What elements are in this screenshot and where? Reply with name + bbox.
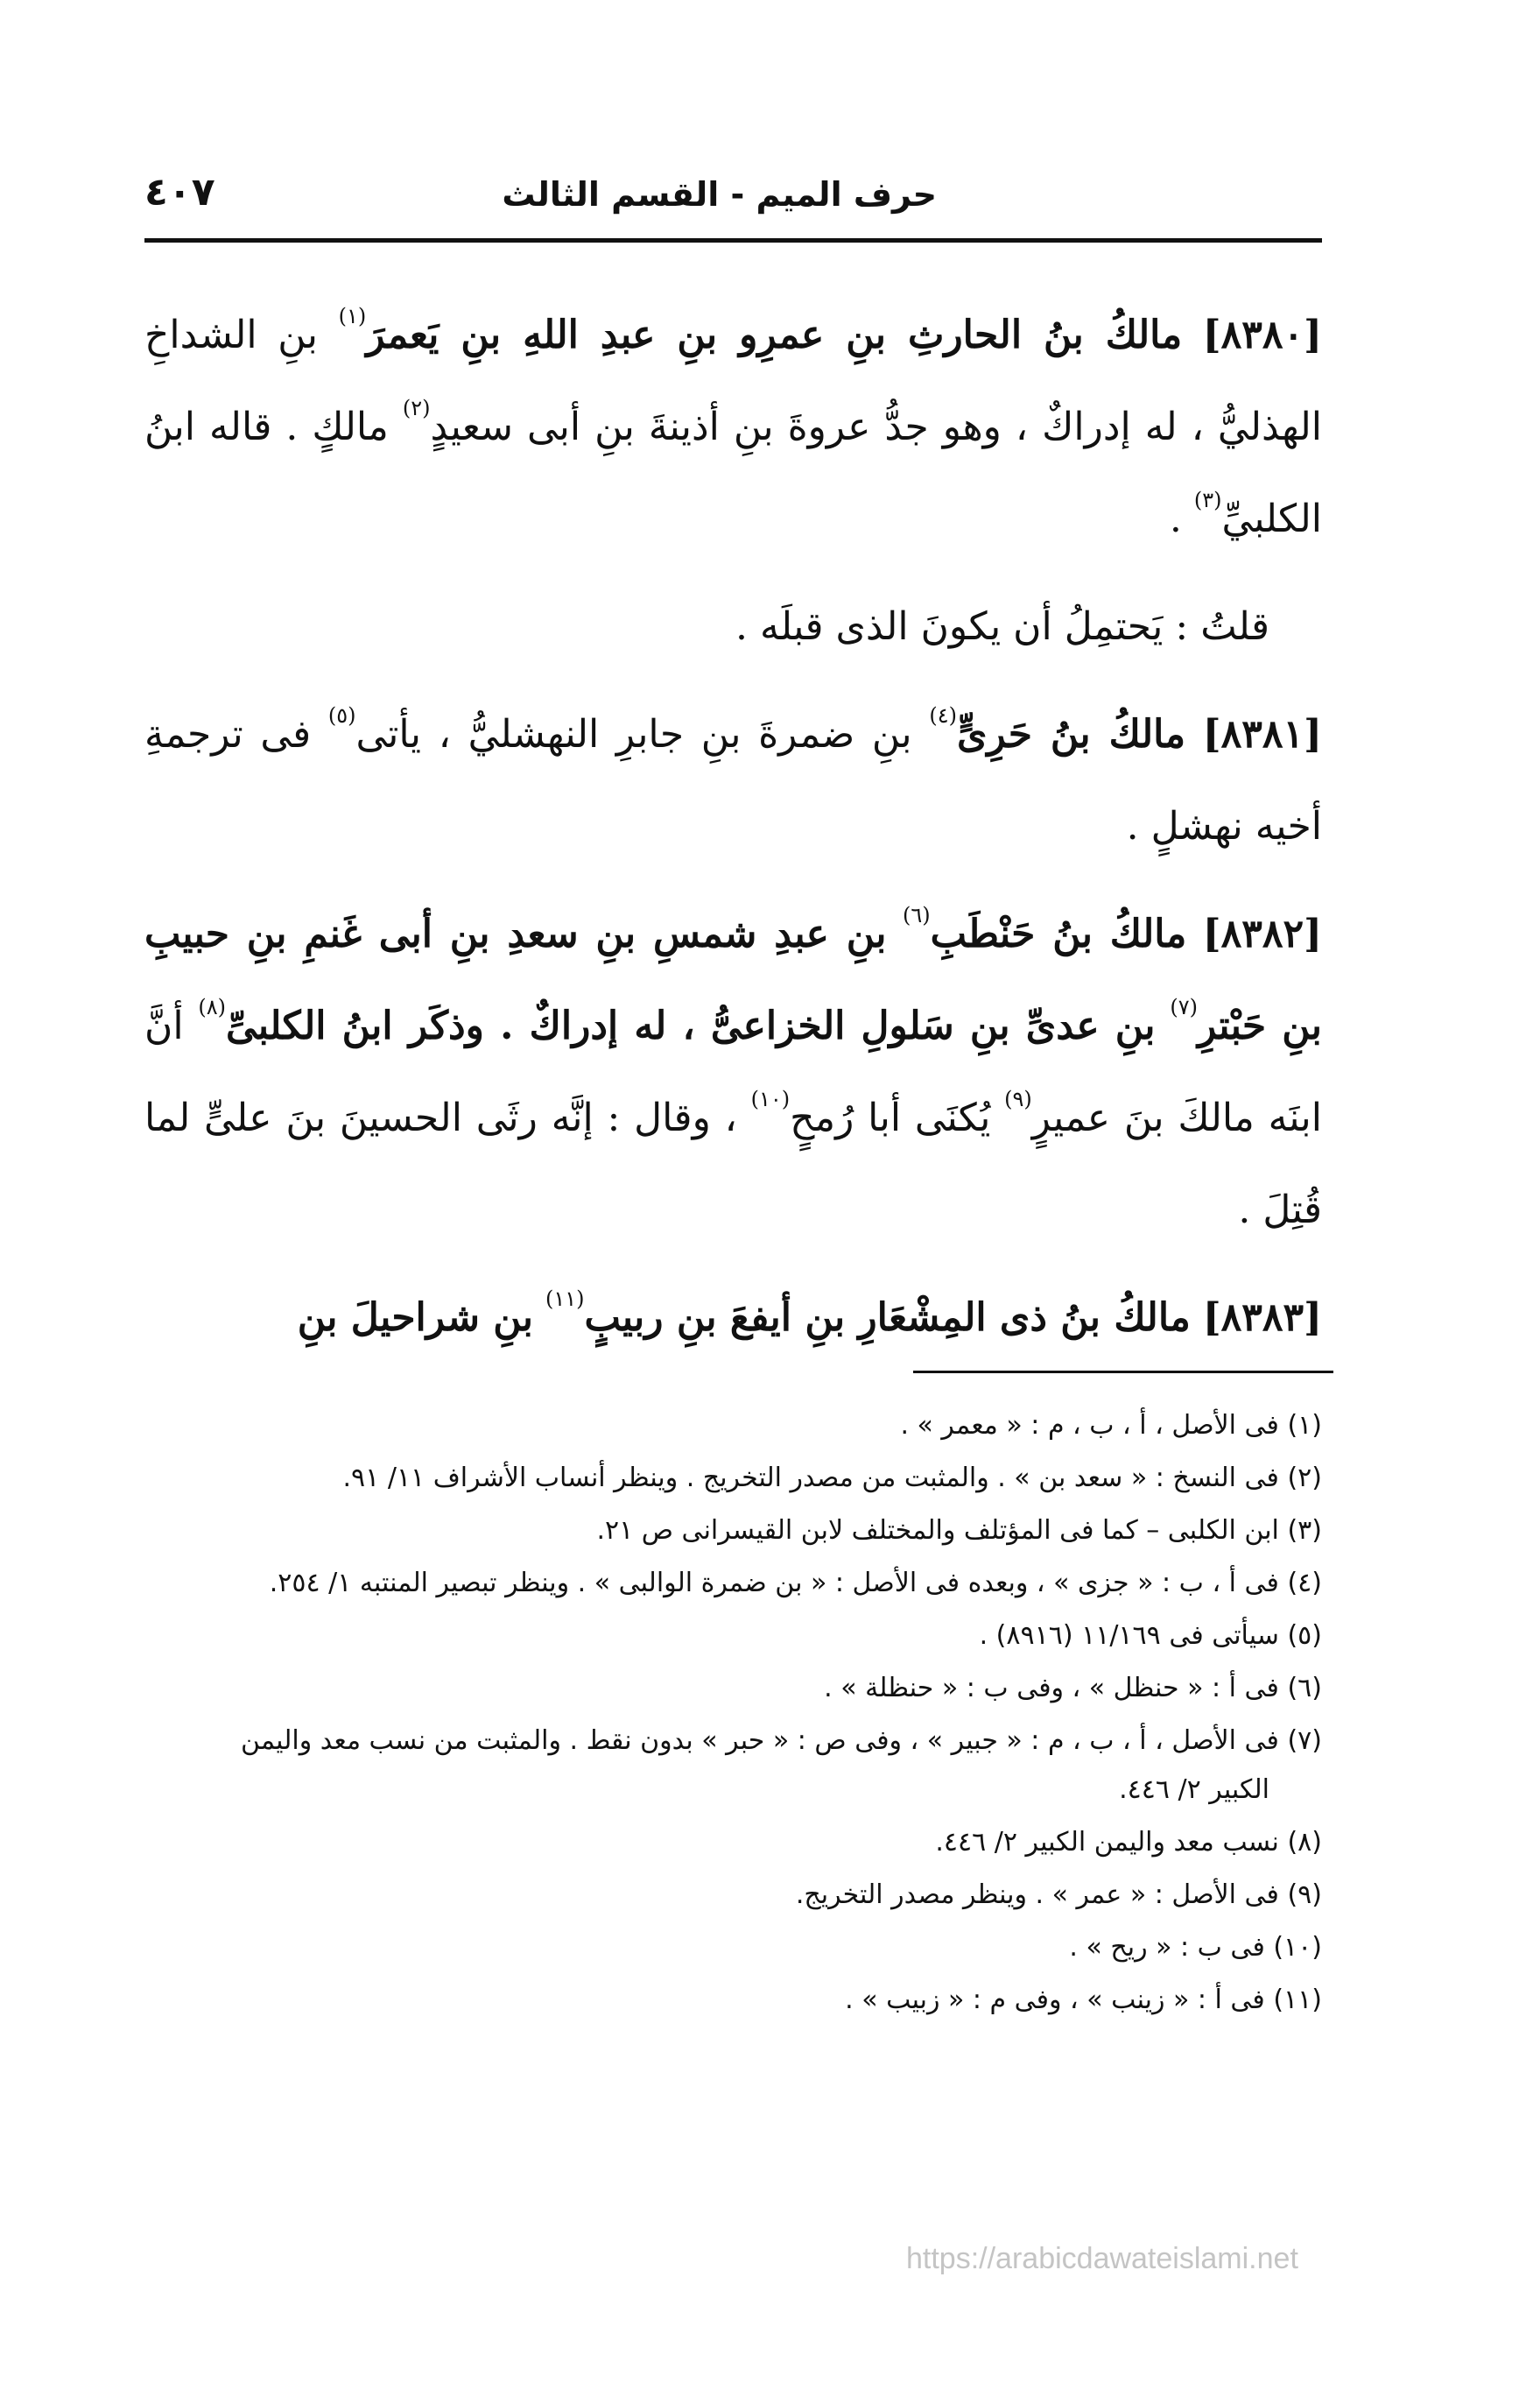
- header-divider: [144, 238, 1322, 243]
- entry-heading: مالكُ بنُ حَرِىٍّ: [956, 712, 1186, 757]
- footnote-divider: [913, 1371, 1333, 1373]
- entry-text: بنِ الشداخِ الهذليُّ ، له إدراكٌ ، وهو جدُّ عروةَ بنِ أذينةَ بنِ أبى سعيدٍ: [144, 313, 1322, 449]
- footnote-ref[interactable]: (٣): [1193, 488, 1222, 512]
- footnote-ref[interactable]: (٤): [929, 703, 957, 728]
- entry-number: [٨٣٨٢]: [1202, 912, 1322, 956]
- footnote-ref[interactable]: (٥): [327, 703, 356, 728]
- entry-text: بنِ عدىِّ بنِ سَلولِ الخزاعىُّ ، له إدراكٌ . وذكَر ابنُ الكلبىِّ: [226, 1004, 1156, 1048]
- footnote-text: فى أ : « زينب » ، وفى م : « زبيب » .: [845, 1985, 1265, 2015]
- running-title: حرف الميم - القسم الثالث: [502, 175, 937, 214]
- footnote: [144, 1923, 1322, 1972]
- footnote-ref[interactable]: (١): [338, 304, 367, 328]
- entry-8383: [144, 1272, 1322, 1364]
- entry-text: مالكٍ . قاله ابنُ الكلبيِّ: [144, 405, 1322, 541]
- entry-text: بنِ شراحيلَ بنِ: [297, 1295, 533, 1340]
- footnote-number: (٦): [1287, 1673, 1322, 1703]
- entry-number: [٨٣٨٣]: [1202, 1295, 1322, 1340]
- entry-number: [٨٣٨١]: [1202, 712, 1322, 757]
- footnote-number: (٥): [1287, 1620, 1322, 1651]
- footnote-text: فى ب : « ريح » .: [1069, 1932, 1265, 1963]
- footnote-text: فى الأصل : « عمر » . وينظر مصدر التخريج.: [795, 1879, 1279, 1910]
- footnote: [144, 1717, 1322, 1815]
- footnote-text: فى أ : « حنظل » ، وفى ب : « حنظلة » .: [824, 1673, 1279, 1703]
- footnote-ref[interactable]: (٩): [1004, 1087, 1032, 1111]
- footnote: [144, 1506, 1322, 1555]
- footnote-number: (١١): [1273, 1985, 1322, 2015]
- entry-text: يُكنَى أبا رُمحٍ: [790, 1096, 991, 1140]
- footnote-number: (٨): [1287, 1827, 1322, 1858]
- entry-8380: [144, 289, 1322, 565]
- footnote-ref[interactable]: (٧): [1170, 995, 1199, 1019]
- main-text: [144, 289, 1322, 1379]
- footnote-text-continued: الكبير ٢/ ٤٤٦.: [1119, 1774, 1269, 1805]
- entry-text: أنَّ ابنَه مالكَ بنَ عميرٍ: [144, 1004, 1322, 1140]
- footnote-text: فى الأصل ، أ ، ب ، م : « معمر » .: [900, 1410, 1279, 1441]
- watermark-url: https://arabicdawateislami.net: [906, 2242, 1298, 2275]
- footnote-ref[interactable]: (١١): [545, 1287, 585, 1311]
- footnote-number: (٤): [1287, 1568, 1322, 1598]
- footnote-text: فى أ ، ب : « جزى » ، وبعده فى الأصل : « بن ضمرة الوالبى » . وينظر تبصير المنتبه ١/ ٢٥٤.: [269, 1568, 1279, 1598]
- footnote-ref[interactable]: (٨): [198, 995, 227, 1019]
- footnote: [144, 1976, 1322, 2025]
- footnote-number: (٩): [1287, 1879, 1322, 1910]
- footnote: [144, 1664, 1322, 1713]
- page-header: [144, 166, 1322, 228]
- footnote-number: (١): [1287, 1410, 1322, 1441]
- footnote-ref[interactable]: (١٠): [750, 1087, 791, 1111]
- footnote: [144, 1818, 1322, 1867]
- footnotes: [144, 1401, 1322, 2028]
- footnote-text: ابن الكلبى – كما فى المؤتلف والمختلف لابن القيسرانى ص ٢١.: [596, 1515, 1279, 1546]
- footnote-number: (٧): [1287, 1725, 1322, 1756]
- entry-text: .: [1169, 497, 1182, 541]
- entry-number: [٨٣٨٠]: [1202, 313, 1322, 357]
- footnote: [144, 1611, 1322, 1660]
- footnote-text: سيأتى فى ١١/١٦٩ (٨٩١٦) .: [979, 1620, 1279, 1651]
- footnote-number: (٣): [1287, 1515, 1322, 1546]
- footnote-ref[interactable]: (٢): [402, 396, 431, 420]
- footnote-ref[interactable]: (٦): [902, 903, 931, 927]
- entry-8382: [144, 888, 1322, 1256]
- entry-text: بنِ ضمرةَ بنِ جابرِ النهشليُّ ، يأتى: [355, 712, 912, 757]
- entry-heading: مالكُ بنُ حَنْطَبِ: [930, 912, 1187, 956]
- entry-text: ، وقال : إنَّه رثَى الحسينَ بنَ علىٍّ لما قُتِلَ .: [144, 1096, 1322, 1232]
- entry-text: فى ترجمةِ أخيه نهشلٍ .: [144, 712, 1322, 849]
- footnote-text: فى النسخ : « سعد بن » . والمثبت من مصدر التخريج . وينظر أنساب الأشراف ١١/ ٩١.: [342, 1463, 1279, 1493]
- page-number: ٤٠٧: [144, 170, 215, 215]
- entry-text: بنِ عبدِ شمسِ بنِ سعدِ بنِ أبى غَنمِ بنِ حبيبِ بنِ حَبْترِ: [144, 912, 1322, 1048]
- footnote-text: فى الأصل ، أ ، ب ، م : « جبير » ، وفى ص : « حبر » بدون نقط . والمثبت من نسب معد واليمن: [241, 1725, 1279, 1756]
- footnote: [144, 1559, 1322, 1608]
- entry-heading: مالكُ بنُ الحارثِ بنِ عمرِو بنِ عبدِ اللهِ بنِ يَعمرَ: [366, 313, 1183, 357]
- footnote-number: (١٠): [1273, 1932, 1322, 1963]
- footnote: [144, 1454, 1322, 1503]
- entry-heading: مالكُ بنُ ذى المِشْعَارِ بنِ أيفعَ بنِ ربيبٍ: [584, 1295, 1191, 1340]
- footnote-number: (٢): [1287, 1463, 1322, 1493]
- footnote-text: نسب معد واليمن الكبير ٢/ ٤٤٦.: [935, 1827, 1279, 1858]
- commentary-paragraph: قلتُ : يَحتمِلُ أن يكونَ الذى قبلَه .: [735, 604, 1269, 649]
- footnote: [144, 1401, 1322, 1450]
- footnote: [144, 1871, 1322, 1920]
- entry-8381: [144, 688, 1322, 872]
